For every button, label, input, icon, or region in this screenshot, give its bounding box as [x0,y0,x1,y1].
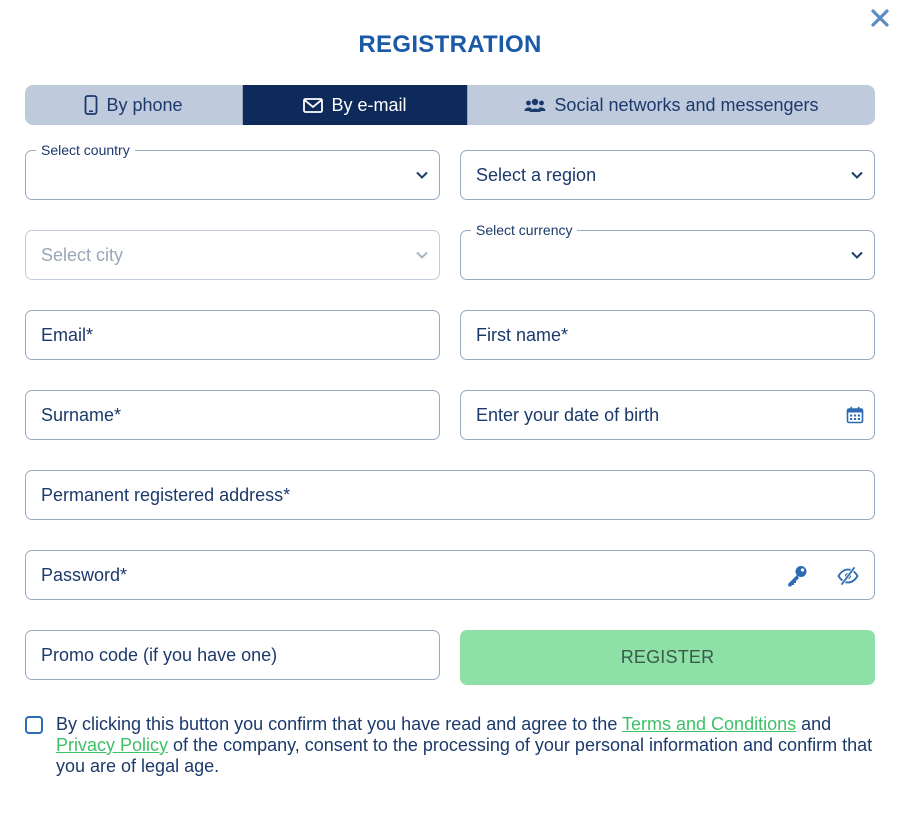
registration-tabs [25,85,875,125]
surname-placeholder: Surname* [41,404,122,425]
chevron-down-icon [415,168,429,182]
consent-text-after: of the company, consent to the processing of your personal information and confirm that you are of legal age. [56,735,873,776]
chevron-down-icon [850,248,864,262]
first-name-placeholder: First name* [476,324,569,345]
currency-legend: Select currency [471,222,577,238]
chevron-down-icon [850,168,864,182]
key-icon[interactable] [785,564,809,588]
calendar-icon[interactable] [846,406,864,424]
consent-text [56,714,886,777]
promo-code-field[interactable] [25,630,440,680]
eye-slash-icon[interactable] [837,566,859,586]
register-button[interactable]: REGISTER [460,630,875,685]
country-legend: Select country [36,142,135,158]
tab-label: By phone [106,94,183,115]
address-field[interactable] [25,470,875,520]
tab-social-networks[interactable] [468,85,875,125]
dob-placeholder: Enter your date of birth [476,404,660,425]
tab-label: By e-mail [331,94,407,115]
city-select[interactable] [25,230,440,280]
email-placeholder: Email* [41,324,94,345]
address-placeholder: Permanent registered address* [41,484,291,505]
surname-field[interactable] [25,390,440,440]
tab-by-email[interactable] [242,85,468,125]
region-placeholder: Select a region [476,164,597,185]
password-placeholder: Password* [41,564,128,585]
tab-by-phone[interactable] [25,85,242,125]
terms-link[interactable]: Terms and Conditions [622,714,797,734]
page-title: REGISTRATION [358,31,542,58]
date-of-birth-field[interactable] [460,390,875,440]
consent-text-middle: and [796,714,832,734]
email-field[interactable] [25,310,440,360]
close-icon[interactable] [868,6,892,30]
country-select[interactable] [25,142,440,200]
consent-checkbox[interactable] [25,716,43,734]
city-placeholder: Select city [41,244,124,265]
phone-icon [84,95,98,115]
consent-text-before: By clicking this button you confirm that you have read and agree to the [56,714,623,734]
promo-placeholder: Promo code (if you have one) [41,644,278,665]
tab-label: Social networks and messengers [554,94,819,115]
first-name-field[interactable] [460,310,875,360]
currency-select[interactable] [460,222,875,280]
users-icon [524,97,546,113]
password-field[interactable] [25,550,875,600]
region-select[interactable] [460,150,875,200]
privacy-policy-link[interactable]: Privacy Policy [56,735,169,755]
envelope-icon [303,98,323,113]
chevron-down-icon [415,248,429,262]
